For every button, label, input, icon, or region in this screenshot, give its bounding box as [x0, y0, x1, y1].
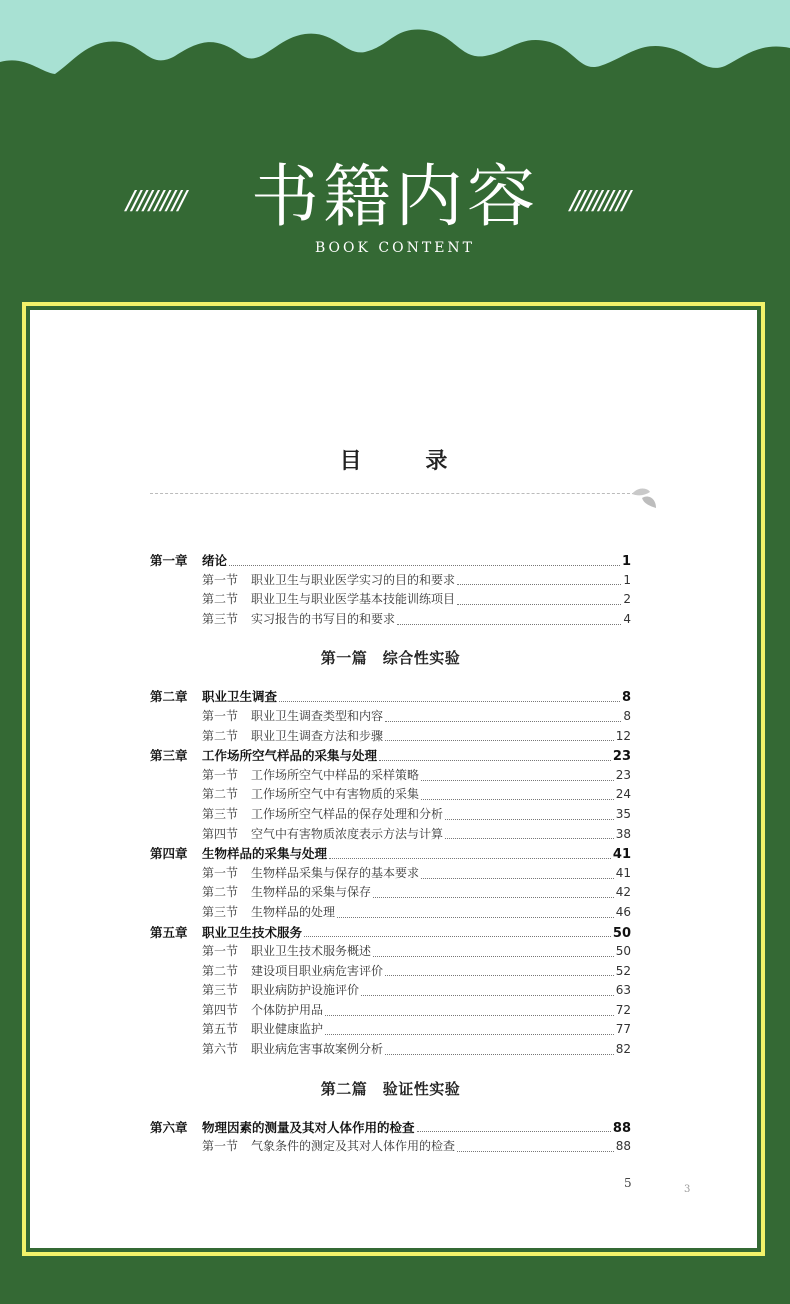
entry-title: 实习报告的书写目的和要求 [251, 611, 396, 626]
entry-title: 职业卫生调查 [202, 689, 278, 705]
toc-section-entry[interactable] [150, 962, 631, 982]
entry-title: 生物样品的处理 [251, 904, 336, 919]
entry-page-number: 77 [615, 1022, 631, 1037]
entry-label: 第六节 [202, 1042, 239, 1057]
entry-title: 职业健康监护 [251, 1022, 324, 1037]
entry-page-number: 88 [612, 1120, 631, 1136]
toc-chapter-entry[interactable] [150, 551, 631, 571]
entry-page-number: 8 [623, 708, 631, 723]
entry-label: 第五章 [150, 924, 188, 940]
top-wave-decoration [0, 0, 790, 90]
dot-leader [457, 583, 621, 585]
page-number: 5 [624, 1176, 632, 1190]
toc-section-entry[interactable] [150, 785, 631, 805]
entry-title: 职业病危害事故案例分析 [251, 1042, 384, 1057]
dot-leader [361, 994, 614, 996]
entry-title: 职业卫生技术服务 [202, 924, 303, 940]
entry-page-number: 4 [623, 611, 631, 626]
toc-section-entry[interactable] [150, 883, 631, 903]
dot-leader [279, 700, 620, 702]
toc-section-entry[interactable] [150, 590, 631, 610]
toc-section-entry[interactable] [150, 1137, 631, 1157]
dot-leader [457, 1150, 614, 1152]
entry-title: 职业卫生调查类型和内容 [251, 708, 384, 723]
entry-title: 个体防护用品 [251, 1002, 324, 1017]
entry-label: 第二章 [150, 689, 188, 705]
toc-chapter-entry[interactable] [150, 687, 631, 707]
dot-leader [417, 1130, 611, 1132]
entry-label: 第一节 [202, 865, 239, 880]
toc-section-entry[interactable] [150, 981, 631, 1001]
entry-page-number: 52 [615, 963, 631, 978]
entry-label: 第一节 [202, 767, 239, 782]
toc-chapter-entry[interactable] [150, 1118, 631, 1138]
entry-label: 第五节 [202, 1022, 239, 1037]
dot-leader [373, 955, 614, 957]
dot-leader [457, 603, 621, 605]
toc-section-entry[interactable] [150, 1040, 631, 1060]
toc-section-entry[interactable] [150, 825, 631, 845]
entry-label: 第二节 [202, 728, 239, 743]
toc-section-entry[interactable] [150, 1001, 631, 1021]
entry-label: 第三节 [202, 904, 239, 919]
entry-label: 第三节 [202, 806, 239, 821]
toc-title: 目 录 [339, 449, 476, 474]
entry-title: 气象条件的测定及其对人体作用的检查 [251, 1139, 456, 1154]
dot-leader [329, 857, 611, 859]
entry-label: 第一节 [202, 944, 239, 959]
toc-section-entry[interactable] [150, 805, 631, 825]
page-title: 书籍内容 [250, 158, 539, 237]
entry-label: 第三章 [150, 748, 188, 764]
toc-section-entry[interactable] [150, 1020, 631, 1040]
dot-leader [385, 720, 621, 722]
toc-section-entry[interactable] [150, 707, 631, 727]
dot-leader [385, 1053, 614, 1055]
entry-page-number: 50 [615, 944, 631, 959]
dot-leader [304, 935, 611, 937]
entry-label: 第六章 [150, 1119, 188, 1135]
toc-section-entry[interactable] [150, 942, 631, 962]
title-divider [150, 493, 635, 494]
entry-page-number: 88 [615, 1139, 631, 1154]
entry-title: 职业卫生与职业医学实习的目的和要求 [251, 572, 456, 587]
dot-leader [445, 818, 614, 820]
entry-page-number: 63 [615, 983, 631, 998]
toc-chapter-entry[interactable] [150, 746, 631, 766]
dot-leader [373, 896, 614, 898]
entry-label: 第三节 [202, 611, 239, 626]
dot-leader [421, 798, 614, 800]
entry-title: 工作场所空气中样品的采样策略 [251, 767, 420, 782]
entry-title: 工作场所空气样品的保存处理和分析 [251, 806, 444, 821]
dot-leader [379, 759, 611, 761]
toc-chapter-entry[interactable] [150, 923, 631, 943]
entry-page-number: 41 [612, 847, 631, 863]
dot-leader [385, 974, 614, 976]
entry-page-number: 82 [615, 1042, 631, 1057]
dot-leader [445, 837, 614, 839]
toc-section-entry[interactable] [150, 571, 631, 591]
toc-section-entry[interactable] [150, 727, 631, 747]
entry-page-number: 41 [615, 865, 631, 880]
toc-page [30, 310, 757, 1248]
entry-page-number: 38 [615, 826, 631, 841]
toc-section-entry[interactable] [150, 610, 631, 630]
entry-title: 职业卫生技术服务概述 [251, 944, 372, 959]
entry-label: 第四节 [202, 826, 239, 841]
entry-title: 职业卫生与职业医学基本技能训练项目 [251, 592, 456, 607]
dot-leader [337, 916, 614, 918]
slashes-left: ////////// [126, 186, 184, 216]
page-subtitle: BOOK CONTENT [315, 240, 475, 256]
toc-entries [150, 551, 631, 1157]
entry-page-number: 35 [615, 806, 631, 821]
entry-page-number: 50 [612, 925, 631, 941]
entry-title: 工作场所空气样品的采集与处理 [202, 748, 378, 764]
leaf-icon [630, 484, 658, 510]
entry-title: 生物样品的采集与保存 [251, 885, 372, 900]
dot-leader [421, 877, 614, 879]
entry-page-number: 24 [615, 787, 631, 802]
toc-section-entry[interactable] [150, 766, 631, 786]
entry-label: 第二节 [202, 885, 239, 900]
entry-page-number: 23 [615, 767, 631, 782]
toc-section-entry[interactable] [150, 864, 631, 884]
entry-page-number: 72 [615, 1002, 631, 1017]
dot-leader [421, 779, 614, 781]
entry-page-number: 42 [615, 885, 631, 900]
entry-title: 绪论 [202, 553, 228, 568]
entry-label: 第四节 [202, 1002, 239, 1017]
part-heading: 第一篇 综合性实验 [320, 649, 461, 668]
entry-label: 第一节 [202, 708, 239, 723]
entry-label: 第二节 [202, 963, 239, 978]
entry-label: 第二节 [202, 787, 239, 802]
entry-page-number: 12 [615, 728, 631, 743]
entry-label: 第四章 [150, 846, 188, 862]
entry-label: 第二节 [202, 592, 239, 607]
entry-title: 工作场所空气中有害物质的采集 [251, 787, 420, 802]
entry-title: 职业病防护设施评价 [251, 983, 360, 998]
entry-page-number: 8 [621, 690, 631, 706]
entry-page-number: 23 [612, 749, 631, 765]
entry-title: 生物样品采集与保存的基本要求 [251, 865, 420, 880]
entry-label: 第一节 [202, 1139, 239, 1154]
entry-page-number: 1 [621, 554, 631, 569]
toc-section-entry[interactable] [150, 903, 631, 923]
entry-title: 物理因素的测量及其对人体作用的检查 [202, 1119, 415, 1135]
entry-page-number: 2 [623, 592, 631, 607]
entry-label: 第一章 [150, 553, 188, 568]
entry-page-number: 1 [623, 572, 631, 587]
slashes-right: ////////// [570, 186, 628, 216]
header [0, 150, 790, 270]
toc-chapter-entry[interactable] [150, 844, 631, 864]
page-mark: 3 [684, 1184, 691, 1195]
dot-leader [325, 1014, 614, 1016]
dot-leader [325, 1033, 614, 1035]
entry-page-number: 46 [615, 904, 631, 919]
entry-title: 生物样品的采集与处理 [202, 846, 328, 862]
entry-label: 第三节 [202, 983, 239, 998]
dot-leader [397, 623, 621, 625]
dot-leader [385, 739, 614, 741]
entry-title: 职业卫生调查方法和步骤 [251, 728, 384, 743]
entry-title: 建设项目职业病危害评价 [251, 963, 384, 978]
part-heading: 第二篇 验证性实验 [320, 1079, 461, 1098]
dot-leader [229, 564, 620, 566]
entry-title: 空气中有害物质浓度表示方法与计算 [251, 826, 444, 841]
entry-label: 第一节 [202, 572, 239, 587]
